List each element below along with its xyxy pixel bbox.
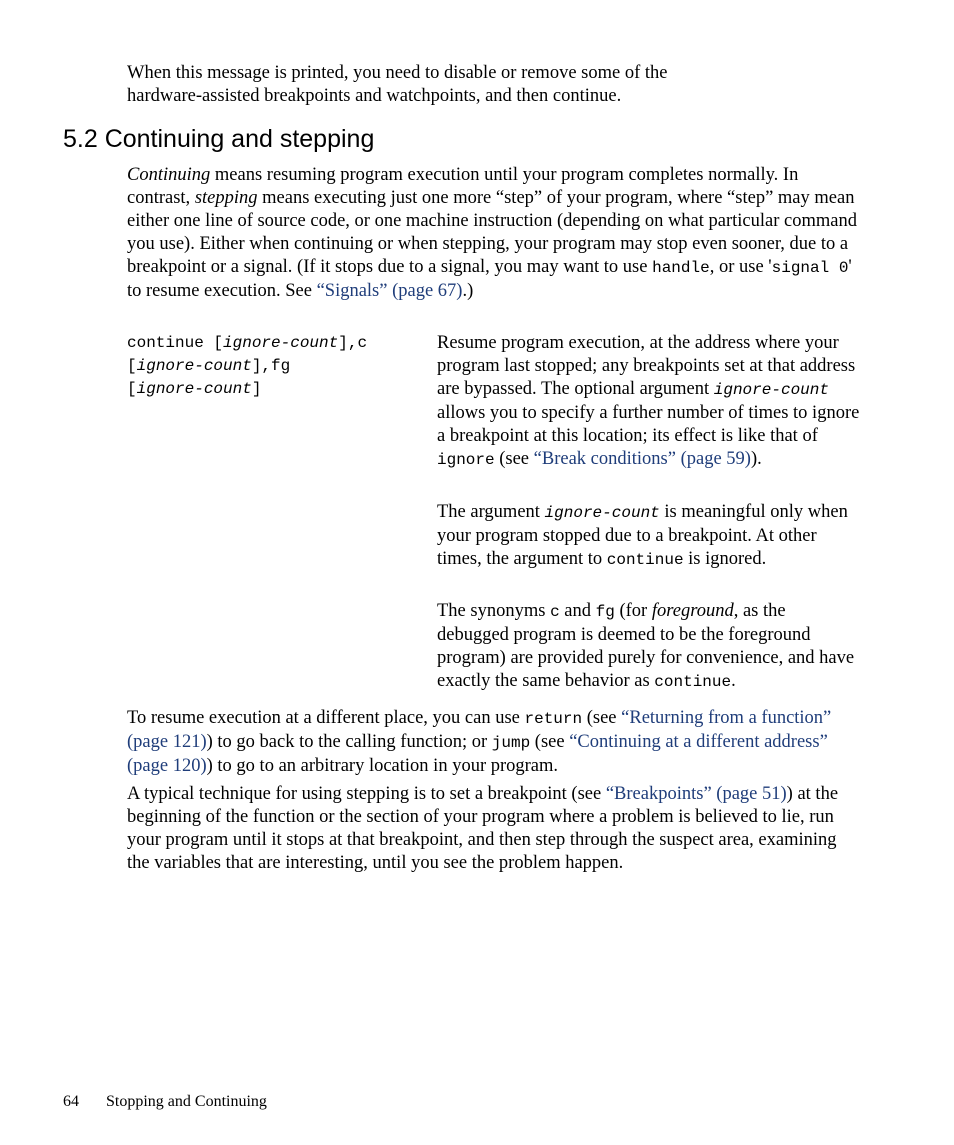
link-break-conditions[interactable]: “Break conditions” (page 59) [533, 449, 751, 469]
text: (see [530, 732, 570, 752]
definition-ignore-count [437, 501, 862, 572]
intro-line-2: hardware-assisted breakpoints and watchpoints, and then continue. [127, 86, 622, 106]
text: is ignored. [683, 549, 767, 569]
intro-paragraph [127, 62, 862, 108]
code-arg: ignore-count [136, 357, 252, 375]
code: ],fg [251, 357, 291, 375]
text: (see [582, 708, 622, 728]
text: is meaningful only when your program stopped due to a breakpoint. At other times, the argument to [437, 502, 848, 569]
code-signal-0: signal 0 [771, 259, 849, 277]
paragraph-resume-elsewhere [127, 707, 862, 778]
code-arg: ignore-count [544, 504, 660, 522]
paragraph-continuing [127, 164, 862, 303]
footer-page-number: 64 [63, 1093, 79, 1110]
code-return: return [524, 710, 583, 728]
text: means executing just one more “step” of your program, where “step” may mean either one line of source code, or one machine instruction (depending on what particular command you use). Either when continuing or when stepping, your program may stop even sooner, due to a breakpoint or a signal. (If it stops due to a signal, you may want to use [127, 188, 857, 277]
code-arg: ignore-count [713, 381, 829, 399]
text: (for [614, 601, 652, 621]
continue-command-term [127, 332, 427, 401]
code-jump: jump [491, 734, 531, 752]
code: [ [127, 380, 137, 398]
code-fg: fg [595, 603, 615, 621]
text: , as the debugged program is deemed to be the foreground program) are provided purely for convenience, and have exactly the same behavior as [437, 601, 855, 691]
code-ignore: ignore [437, 451, 495, 469]
text: ) at the beginning of the function or the section of your program where a problem is believed to lie, run your program until it stops at that breakpoint, and then step through the suspect area, examining the variables that are interesting, until you see the problem happen. [127, 784, 839, 873]
code: continue [ [127, 334, 224, 352]
text: ). [750, 449, 762, 469]
text: ) to go to an arbitrary location in your program. [206, 756, 559, 776]
text: To resume execution at a different place, you can use [127, 708, 525, 728]
text: ) to go back to the calling function; or [206, 732, 492, 752]
text: The argument [437, 502, 545, 522]
code: ] [251, 380, 262, 398]
code-handle: handle [652, 259, 710, 277]
link-returning-from-function[interactable]: “Returning from a function” (page 121) [127, 708, 832, 752]
term-stepping: stepping [194, 188, 258, 208]
text: ' to resume execution. See [127, 257, 852, 301]
text: The synonyms [437, 601, 551, 621]
text: , or use ' [709, 257, 772, 277]
code-continue: continue [606, 551, 684, 569]
code-arg: ignore-count [223, 334, 339, 352]
code: ],c [338, 334, 368, 352]
footer-chapter: Stopping and Continuing [106, 1093, 267, 1110]
code-continue: continue [654, 673, 732, 691]
link-signals[interactable]: “Signals” (page 67) [316, 281, 463, 301]
intro-line-1: When this message is printed, you need to disable or remove some of the [127, 63, 668, 83]
code-arg: ignore-count [136, 380, 252, 398]
definition-resume [437, 332, 862, 472]
paragraph-stepping-technique [127, 783, 862, 875]
text: Resume program execution, at the address where your program last stopped; any breakpoints set at that address are bypassed. The optional argument [437, 333, 856, 399]
text: means resuming program execution until your program completes normally. In contrast, [127, 165, 799, 208]
text: A typical technique for using stepping is to set a breakpoint (see [127, 784, 606, 804]
term-continuing: Continuing [127, 165, 211, 185]
text: and [559, 601, 596, 621]
code-c: c [550, 603, 560, 621]
definition-synonyms [437, 600, 862, 694]
text: (see [494, 449, 534, 469]
text: . [731, 671, 736, 691]
text: .) [462, 281, 474, 301]
link-continuing-at-different-address[interactable]: “Continuing at a different address” (page 120) [127, 732, 828, 776]
link-breakpoints[interactable]: “Breakpoints” (page 51) [605, 784, 787, 804]
text: allows you to specify a further number of times to ignore a breakpoint at this location; its effect is like that of [437, 403, 860, 446]
section-title: 5.2 Continuing and stepping [63, 125, 375, 153]
term-foreground: foreground [651, 601, 734, 621]
code: [ [127, 357, 137, 375]
